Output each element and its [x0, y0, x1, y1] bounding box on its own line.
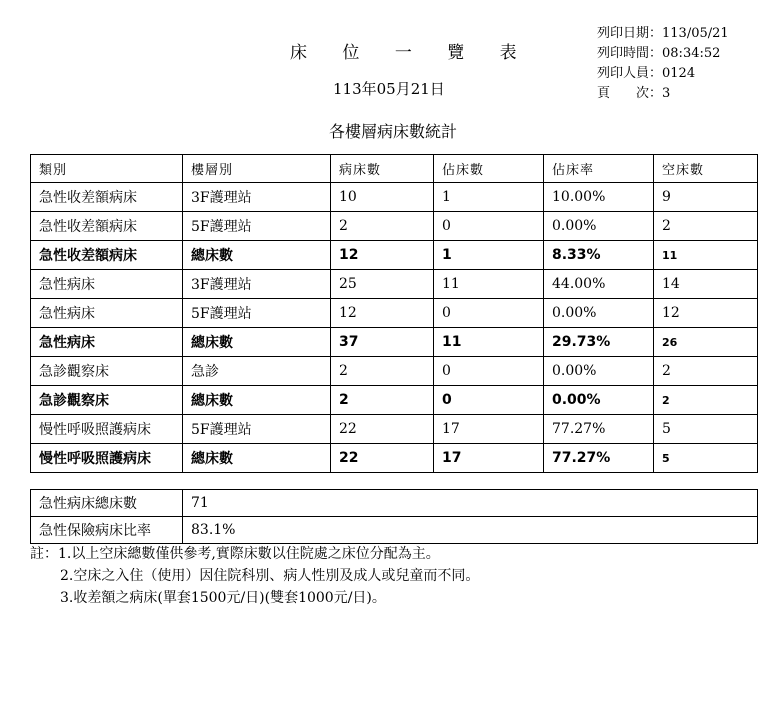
table-cell: 慢性呼吸照護病床 [31, 444, 183, 473]
table-total-row [31, 241, 758, 270]
table-cell: 14 [654, 270, 758, 299]
summary-value: 71 [183, 490, 758, 517]
title-char: 一 [394, 43, 414, 63]
print-date: 列印日期：113/05/21 [597, 26, 729, 41]
table-cell: 22 [331, 444, 434, 473]
table-cell: 急性收差額病床 [31, 183, 183, 212]
header-cell: 空床數 [654, 155, 758, 183]
table-row [31, 212, 758, 241]
table-cell: 總床數 [183, 241, 331, 270]
summary-value: 83.1% [183, 517, 758, 544]
table-cell: 11 [654, 241, 758, 270]
notes [30, 543, 479, 609]
table-cell: 11 [434, 270, 544, 299]
table-cell: 37 [331, 328, 434, 357]
table-cell: 1 [434, 241, 544, 270]
table-row [31, 183, 758, 212]
table-cell: 2 [331, 212, 434, 241]
table-cell: 0.00% [544, 299, 654, 328]
table-cell: 2 [331, 386, 434, 415]
table-cell: 12 [654, 299, 758, 328]
table-cell: 0 [434, 212, 544, 241]
table-cell: 慢性呼吸照護病床 [31, 415, 183, 444]
table-cell: 25 [331, 270, 434, 299]
summary-row [31, 517, 758, 544]
title-char: 位 [342, 43, 362, 63]
table-cell: 急性病床 [31, 299, 183, 328]
table-cell: 3F護理站 [183, 270, 331, 299]
header-cell: 佔床率 [544, 155, 654, 183]
table-cell: 8.33% [544, 241, 654, 270]
print-meta [597, 24, 729, 104]
table-cell: 9 [654, 183, 758, 212]
table-header-row [31, 155, 758, 183]
table-cell: 5 [654, 444, 758, 473]
table-cell: 29.73% [544, 328, 654, 357]
table-cell: 77.27% [544, 444, 654, 473]
table-cell: 10.00% [544, 183, 654, 212]
table-cell: 0 [434, 386, 544, 415]
title-char: 床 [290, 43, 309, 63]
table-cell: 0 [434, 299, 544, 328]
header-cell: 佔床數 [434, 155, 544, 183]
table-cell: 急診觀察床 [31, 357, 183, 386]
table-total-row [31, 444, 758, 473]
table-total-row [31, 328, 758, 357]
table-cell: 17 [434, 415, 544, 444]
header-cell: 樓層別 [183, 155, 331, 183]
table-cell: 5 [654, 415, 758, 444]
summary-label: 急性病床總床數 [31, 490, 183, 517]
table-cell: 2 [331, 357, 434, 386]
table-cell: 急性收差額病床 [31, 212, 183, 241]
table-cell: 12 [331, 241, 434, 270]
bed-stats-table [30, 154, 758, 473]
print-user: 列印人員：0124 [597, 66, 696, 81]
header-cell: 類別 [31, 155, 183, 183]
table-cell: 0 [434, 357, 544, 386]
page-number: 頁 次：3 [597, 86, 671, 101]
table-cell: 11 [434, 328, 544, 357]
table-cell: 總床數 [183, 444, 331, 473]
table-cell: 22 [331, 415, 434, 444]
summary-row [31, 490, 758, 517]
table-cell: 急性病床 [31, 328, 183, 357]
table-cell: 26 [654, 328, 758, 357]
table-cell: 0.00% [544, 357, 654, 386]
page-title [290, 38, 545, 63]
table-cell: 2 [654, 212, 758, 241]
table-row [31, 299, 758, 328]
table-cell: 急診 [183, 357, 331, 386]
note-line: 2.空床之入住（使用）因住院科別、病人性別及成人或兒童而不同。 [60, 568, 480, 584]
table-cell: 12 [331, 299, 434, 328]
table-cell: 1 [434, 183, 544, 212]
table-cell: 5F護理站 [183, 415, 331, 444]
table-cell: 總床數 [183, 328, 331, 357]
title-char: 覽 [447, 43, 467, 63]
table-cell: 10 [331, 183, 434, 212]
table-row [31, 270, 758, 299]
table-cell: 2 [654, 386, 758, 415]
table-cell: 44.00% [544, 270, 654, 299]
table-cell: 5F護理站 [183, 212, 331, 241]
table-cell: 0.00% [544, 212, 654, 241]
header-cell: 病床數 [331, 155, 434, 183]
table-row [31, 415, 758, 444]
print-time: 列印時間：08:34:52 [597, 46, 721, 61]
summary-table [30, 489, 758, 544]
table-cell: 急性收差額病床 [31, 241, 183, 270]
table-cell: 0.00% [544, 386, 654, 415]
table-total-row [31, 386, 758, 415]
table-cell: 總床數 [183, 386, 331, 415]
table-cell: 3F護理站 [183, 183, 331, 212]
note-line: 3.收差額之病床(單套1500元/日)(雙套1000元/日)。 [60, 590, 386, 606]
table-cell: 77.27% [544, 415, 654, 444]
summary-label: 急性保險病床比率 [31, 517, 183, 544]
table-row [31, 357, 758, 386]
note-line: 註：1.以上空床總數僅供參考,實際床數以住院處之床位分配為主。 [30, 546, 440, 562]
report-date: 113年05月21日 [333, 80, 445, 98]
table-cell: 5F護理站 [183, 299, 331, 328]
table-cell: 急診觀察床 [31, 386, 183, 415]
table-cell: 2 [654, 357, 758, 386]
title-char: 表 [499, 43, 519, 63]
report-subtitle: 各樓層病床數統計 [329, 122, 458, 141]
table-cell: 17 [434, 444, 544, 473]
table-cell: 急性病床 [31, 270, 183, 299]
